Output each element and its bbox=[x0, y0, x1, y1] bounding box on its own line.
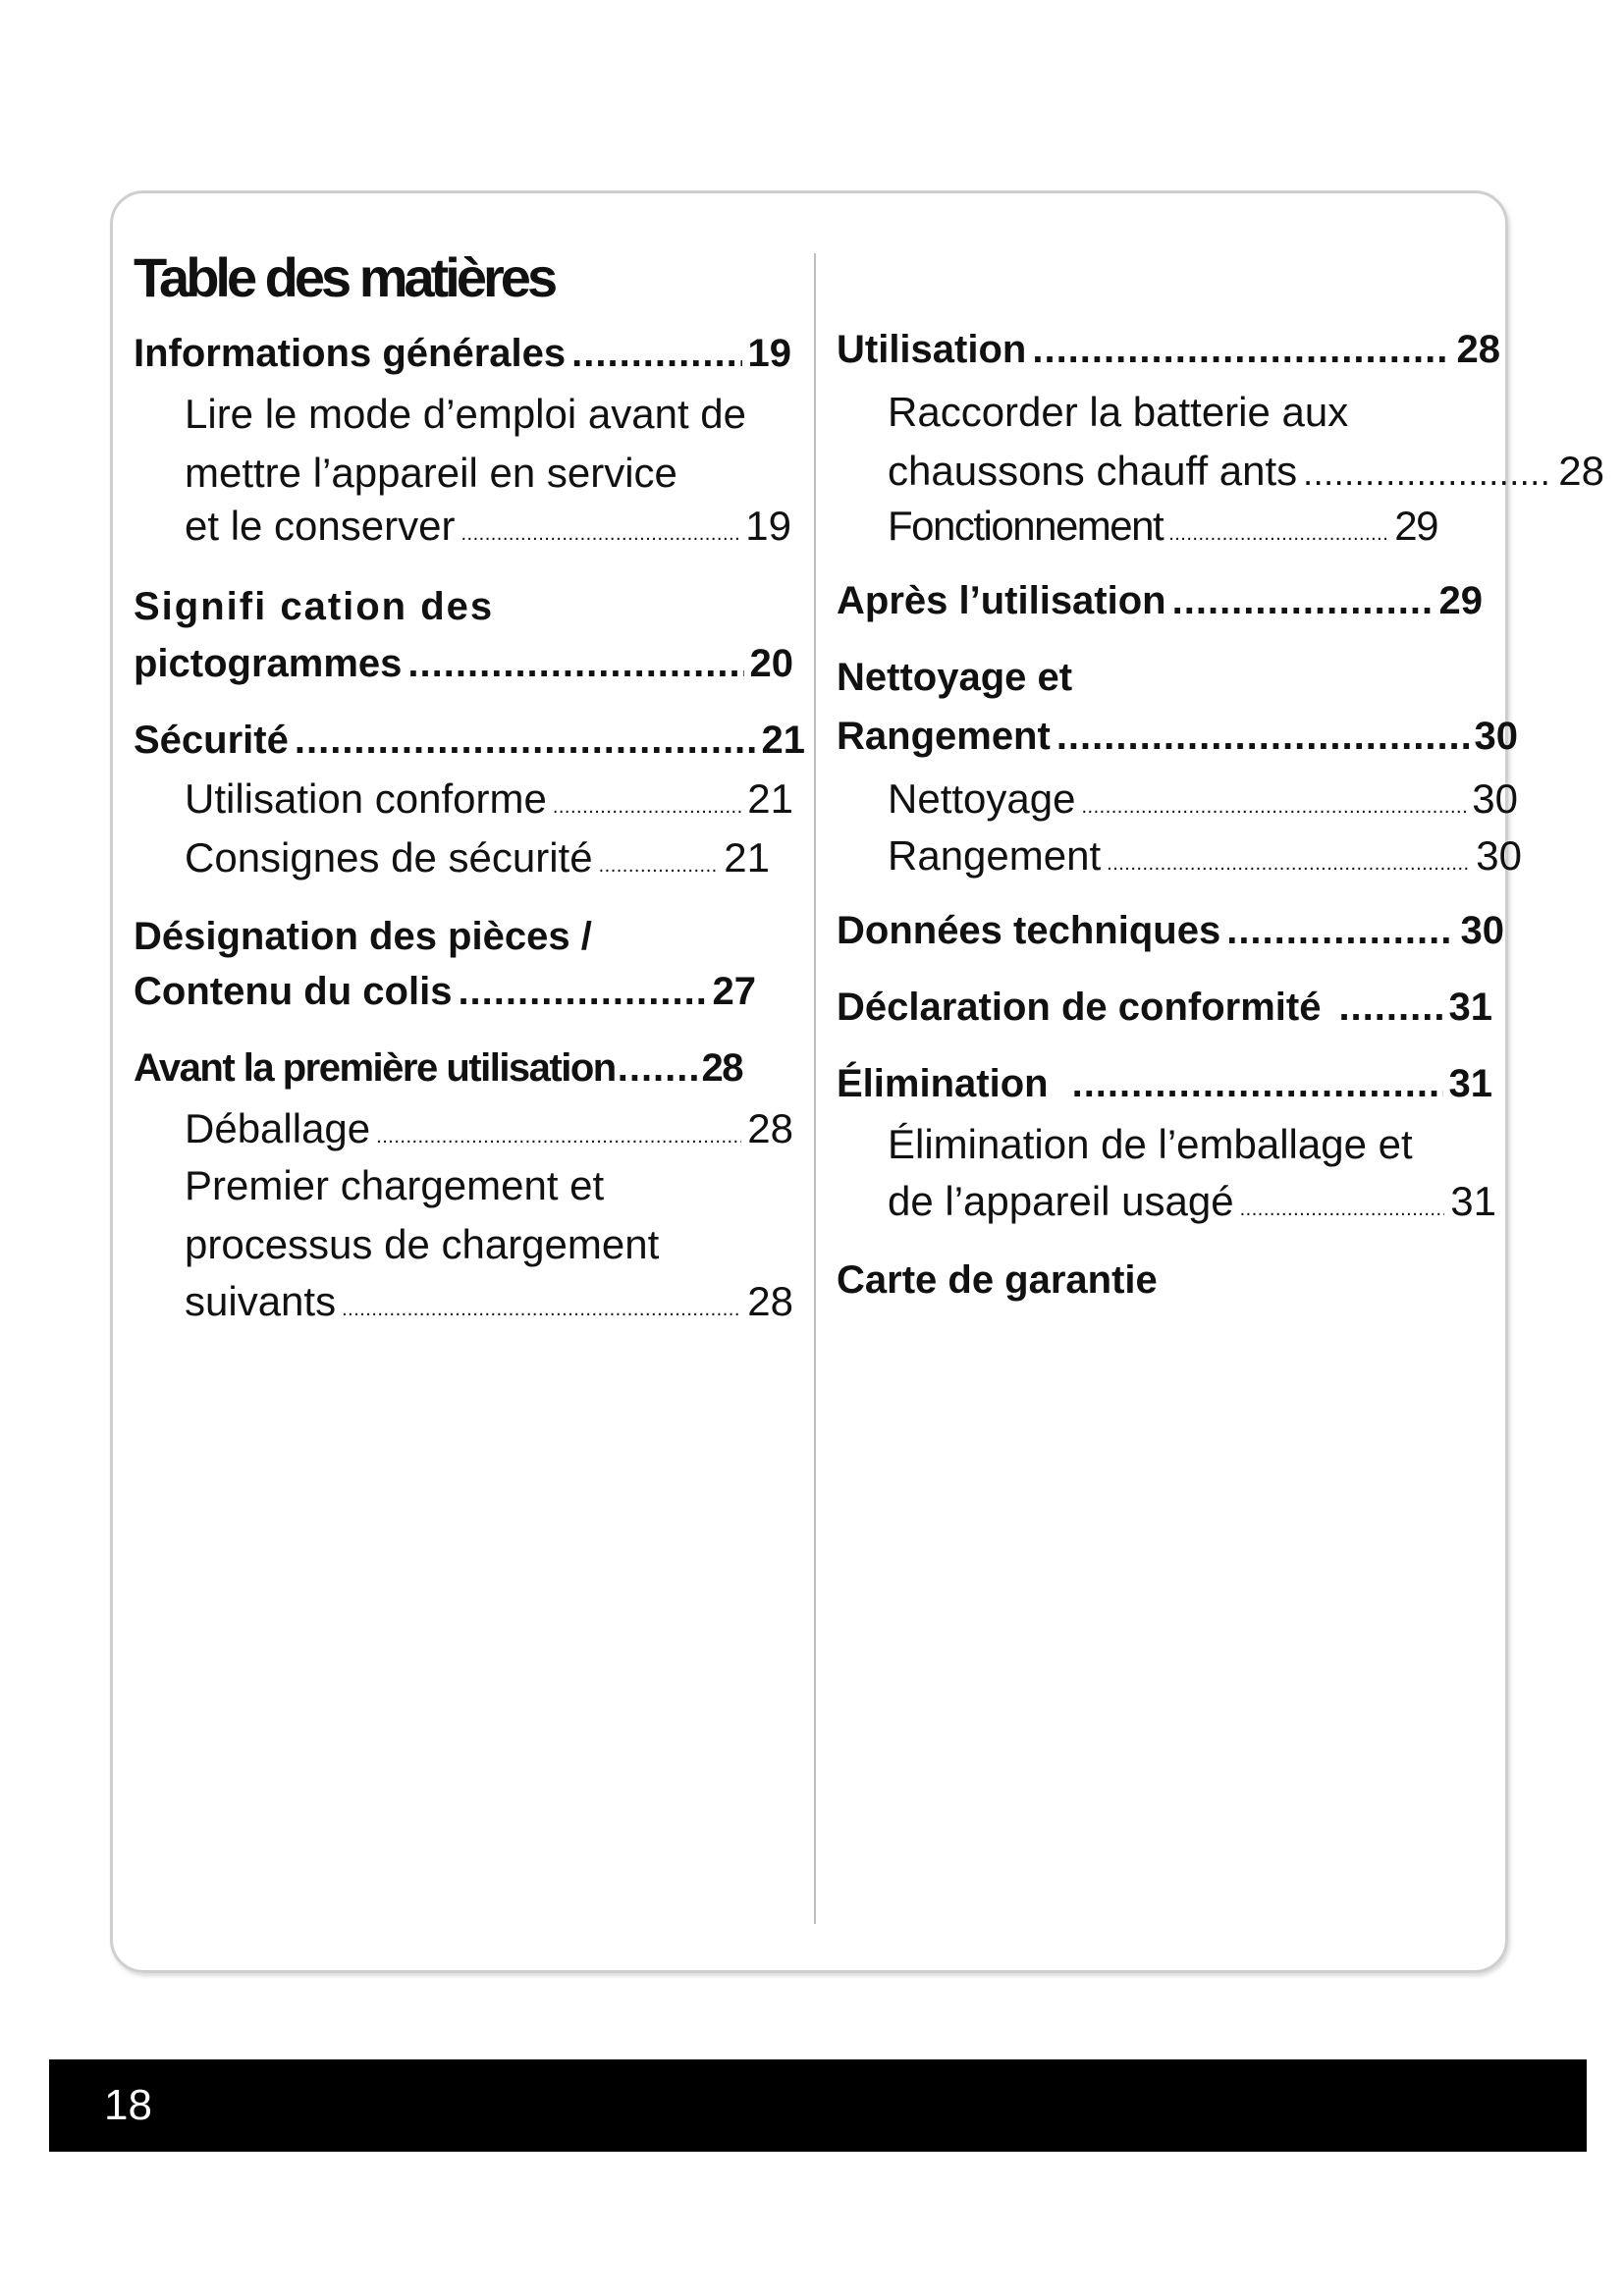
leader-dots bbox=[407, 642, 743, 686]
leader-dots bbox=[458, 970, 706, 1014]
leader-dots bbox=[1303, 453, 1552, 494]
toc-entry-chaussons[interactable]: chaussons chauff ants ..... 28 bbox=[888, 448, 1604, 495]
toc-sub-premier-line1: Premier chargement et bbox=[185, 1162, 605, 1208]
toc-entry-appareil-usage[interactable]: de l’appareil usagé ..... 31 bbox=[888, 1178, 1496, 1225]
leader-dots bbox=[1072, 1062, 1443, 1106]
toc-heading-nettoyage-line1: Nettoyage et bbox=[837, 656, 1073, 699]
toc-entry-fonctionnement[interactable]: Fonctionnement ..... 29 bbox=[888, 503, 1437, 550]
leader-dots bbox=[1168, 523, 1388, 546]
toc-entry-donnees[interactable]: Données techniques ..... 30 bbox=[837, 909, 1504, 953]
leader-dots bbox=[1338, 986, 1442, 1030]
toc-entry-rangement-heading[interactable]: Rangement ..... 30 bbox=[837, 715, 1518, 759]
leader-dots bbox=[553, 796, 741, 819]
toc-entry-nettoyage[interactable]: Nettoyage ..... 30 bbox=[888, 775, 1518, 823]
toc-entry-avant[interactable]: Avant la première utilisation ..... 28 bbox=[134, 1046, 742, 1091]
leader-dots bbox=[1032, 328, 1450, 372]
toc-heading-signification-line1: Signifi cation des bbox=[134, 585, 495, 628]
leader-dots bbox=[460, 523, 739, 546]
toc-entry-informations[interactable]: Informations générales ..... 19 bbox=[134, 332, 791, 376]
toc-entry-contenu-colis[interactable]: Contenu du colis ..... 27 bbox=[134, 970, 756, 1014]
toc-entry-conserver[interactable]: et le conserver ..... 19 bbox=[185, 503, 791, 550]
leader-dots bbox=[1240, 1199, 1445, 1221]
toc-sub-lire-line1: Lire le mode d’emploi avant de bbox=[185, 391, 747, 437]
leader-dots bbox=[571, 332, 741, 376]
page-number: 18 bbox=[104, 2081, 152, 2129]
toc-entry-securite[interactable]: Sécurité ..... 21 bbox=[134, 719, 805, 763]
page-title: Table des matières bbox=[134, 246, 555, 308]
toc-entry-declaration[interactable]: Déclaration de conformité ..... 31 bbox=[837, 986, 1492, 1030]
toc-entry-rangement[interactable]: Rangement ..... 30 bbox=[888, 832, 1522, 880]
toc-entry-pictogrammes[interactable]: pictogrammes ..... 20 bbox=[134, 642, 793, 686]
footer-bar bbox=[49, 2059, 1587, 2152]
toc-entry-carte-garantie[interactable]: Carte de garantie bbox=[837, 1258, 1158, 1302]
leader-dots bbox=[599, 855, 719, 878]
leader-dots bbox=[1107, 853, 1470, 876]
toc-sub-raccorder-line1: Raccorder la batterie aux bbox=[888, 389, 1349, 435]
toc-entry-consignes[interactable]: Consignes de sécurité ..... 21 bbox=[185, 834, 770, 881]
leader-dots bbox=[1081, 796, 1466, 819]
toc-entry-suivants[interactable]: suivants ..... 28 bbox=[185, 1278, 793, 1325]
leader-dots bbox=[1226, 909, 1454, 953]
toc-entry-utilisation-conforme[interactable]: Utilisation conforme ..... 21 bbox=[185, 775, 793, 823]
toc-sub-elim-line1: Élimination de l’emballage et bbox=[888, 1121, 1413, 1167]
leader-dots bbox=[342, 1299, 741, 1321]
leader-dots bbox=[1172, 579, 1434, 623]
leader-dots bbox=[618, 1046, 700, 1091]
column-divider bbox=[814, 253, 816, 1924]
toc-sub-lire-line2: mettre l’appareil en service bbox=[185, 450, 677, 496]
leader-dots bbox=[1056, 715, 1469, 759]
toc-entry-elimination[interactable]: Élimination ..... 31 bbox=[837, 1062, 1492, 1106]
toc-entry-utilisation[interactable]: Utilisation ..... 28 bbox=[837, 328, 1500, 372]
toc-entry-apres[interactable]: Après l’utilisation ..... 29 bbox=[837, 579, 1483, 623]
leader-dots bbox=[376, 1126, 741, 1148]
leader-dots bbox=[295, 719, 756, 763]
toc-sub-premier-line2: processus de chargement bbox=[185, 1221, 660, 1267]
toc-entry-deballage[interactable]: Déballage ..... 28 bbox=[185, 1105, 793, 1152]
toc-heading-designation-line1: Désignation des pièces / bbox=[134, 915, 592, 958]
